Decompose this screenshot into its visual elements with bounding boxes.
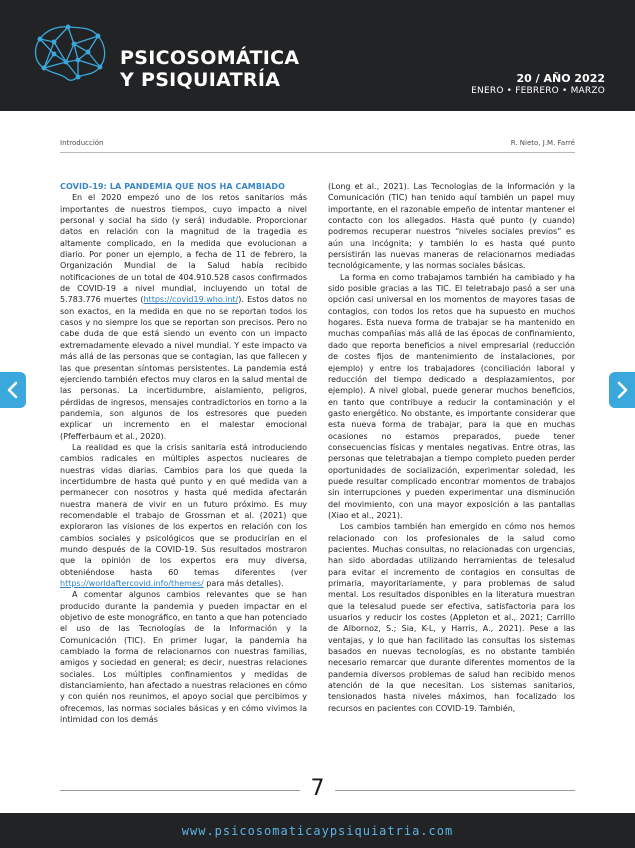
article-authors: R. Nieto, J.M. Farré [510, 139, 575, 147]
paragraph-text: para más detalles). [203, 579, 284, 589]
page-footer [0, 813, 635, 848]
paragraph: La forma en como trabajamos también ha cambiado y ha sido posible gracias a las TIC. El teletrabajo pasó a ser una opción casi universal en los momentos de mayores tasas de contagios, con todos los retos que ha supuesto en muchos hogares. Esta nueva forma de trabajar se ha mantenido en muchas compañías más allá de las épocas de confinamiento, dado que reporta beneficios a nivel empresarial (reducción de costes fijos de mantenimiento de instalaciones, por ejemplo) y entre los trabajadores (conciliación laboral y reducción del tiempo dedicado a desplazamientos, por ejemplo). A nivel global, puede generar muchos beneficios, en tanto que contribuye a reducir la contaminación y el gasto energético. No obstante, es importante considerar que esta nueva forma de trabajar, para la que en muchas ocasiones no estamos preparados, puede tener consecuencias físicas y mentales negativas. Entre otras, las personas que teletrabajan a tiempo completo pueden perder oportunidades de socialización, experimentar soledad, les puede resultar complicado encontrar momentos de trabajos sin interrupciones y pueden experimentar una disminución del movimiento, con una mayor exposición a las pantallas (Xiao et al., 2021). [328, 272, 575, 520]
page-number-rule-right [335, 790, 575, 791]
website-link[interactable]: www.psicosomaticaypsiquiatria.com [181, 824, 454, 838]
chevron-left-icon [6, 381, 20, 399]
paragraph: (Long et al., 2021). Las Tecnologías de la Información y la Comunicación (TIC) han tenido aquí también un papel muy importante, en el razonable empeño de intentar mantener el contacto con los allegados. Hasta qué punto (y cuando) podremos recuperar nuestros “niveles sociales previos” es aún una incógnita; y también lo es hasta qué punto persistirán las nuevas maneras de relacionarnos mediadas tecnológicamente, y las normas sociales básicas. [328, 182, 575, 271]
journal-title [120, 47, 299, 91]
journal-header [0, 0, 635, 111]
paragraph-text: ). Estos datos no son exactos, en la medida en que no se reportan todos los casos y no siempre los que se reportan son precisos. Pero no cabe duda de que está siendo un evento con un impacto extremadamente elevado a nivel mundial. Y este impacto va más allá de las personas que se contagian, las que fallecen y las que presentan síntomas persistentes. La pandemia está ejerciendo también efectos muy claros en la salud mental de las personas. La incertidumbre, aislamiento, peligros, pérdidas de ingresos, mensajes contradictorios en torno a la pandemia, son algunos de los estresores que pueden explicar un incremento en el malestar emocional (Pfefferbaum et al., 2020). [60, 295, 307, 441]
paragraph-text: En el 2020 empezó uno de los retos sanitarios más importantes de nuestros tiempos, cuyo impacto a nivel personal y social ha sido (y será) indudable. Proporcionar datos en relación con la magnitud de la tragedia es altamente complicado, en la medida que evolucionan a diario. Por poner un ejemplo, a fecha de 11 de febrero, la Organización Mundial de la Salud había recibido notificaciones de un total de 404.910.528 casos confirmados de COVID-19 a nivel mundial, incluyendo un total de 5.783.776 muertes ( [60, 193, 307, 305]
paragraph-text: La realidad es que la crisis sanitaria está introduciendo cambios radicales en múltiples aspectos nucleares de nuestras vidas diarias. Cambios para los que queda la incertidumbre de hasta qué punto y en qué medida van a permanecer con nosotros y hasta qué medida afectarán nuestra manera de vivir en un futuro próximo. Es muy recomendable el trabajo de Grossman et al. (2021) que exploraron las visiones de los expertos en relación con los cambios sociales y psicológicos que se producirían en el mundo después de la COVID-19. Sus resultados mostraron que la opinión de los expertos era muy diversa, obteniéndose hasta 60 temas diferentes (ver [60, 442, 307, 577]
issue-info [471, 72, 605, 97]
world-after-covid-link[interactable]: https://worldaftercovid.info/themes/ [60, 579, 204, 589]
paragraph [60, 192, 307, 442]
brain-network-icon [30, 22, 110, 84]
next-page-button[interactable] [609, 372, 635, 408]
section-label: Introducción [60, 139, 104, 147]
left-column [60, 181, 307, 726]
paragraph: A comentar algunos cambios relevantes que se han producido durante la pandemia y pueden impactar en el objetivo de este monográfico, en tanto a que han potenciado el uso de las Tecnologías de la Información y la Comunicación (TIC). En primer lugar, la pandemia ha cambiado la forma de relacionarnos con nuestras familias, amigos y sociedad en general; es decir, nuestras relaciones sociales. Los múltiples confinamientos y medidas de distanciamiento, han afectado a nuestras relaciones en cómo y con quién nos reunimos, el apoyo social que percibimos y ofrecemos, las normas sociales básicas y en cómo vivimos la intimidad con los demás [60, 590, 308, 725]
section-heading: COVID-19: LA PANDEMIA QUE NOS HA CAMBIADO [60, 182, 286, 191]
page-number-rule-left [60, 790, 300, 791]
paragraph: Los cambios también han emergido en cómo nos hemos relacionado con los profesionales de la salud como pacientes. Muchas consultas, no relacionadas con urgencias, han sido abordadas utilizando herramientas de telesalud para evitar el incremento de contagios en consultas de primaria, mayoritariamente, y para problemas de salud mental. Los resultados disponibles en la literatura muestran que la telesalud puede ser efectiva, satisfactoria para los usuarios y reducir los costes (Appleton et al., 2021; Carrillo de Albornoz, S.; Sia, K-L, y Harris, A., 2021). Pese a las ventajas, y lo que han facilitado las consultas los sistemas basados en nuevas tecnologías, es no obstante también necesario remarcar que durante diferentes momentos de la pandemia diversos problemas de salud han recibido menos atención de la que necesitan. Los sistemas sanitarios, tensionados hasta niveles máximos, han focalizado los recursos en pacientes con COVID-19. También, [328, 522, 575, 713]
journal-title-line-1: PSICOSOMÁTICA [120, 47, 300, 69]
paragraph [60, 442, 307, 589]
issue-months: ENERO • FEBRERO • MARZO [471, 86, 605, 96]
journal-title-line-2: Y PSIQUIATRÍA [120, 69, 281, 91]
chevron-right-icon [615, 381, 629, 399]
issue-number: 20 / AÑO 2022 [516, 72, 605, 85]
who-covid-link[interactable]: https://covid19.who.int/ [143, 295, 239, 305]
previous-page-button[interactable] [0, 372, 26, 408]
header-divider [60, 152, 575, 153]
right-column [328, 181, 575, 714]
page-number: 7 [310, 776, 325, 801]
running-head [60, 139, 575, 151]
